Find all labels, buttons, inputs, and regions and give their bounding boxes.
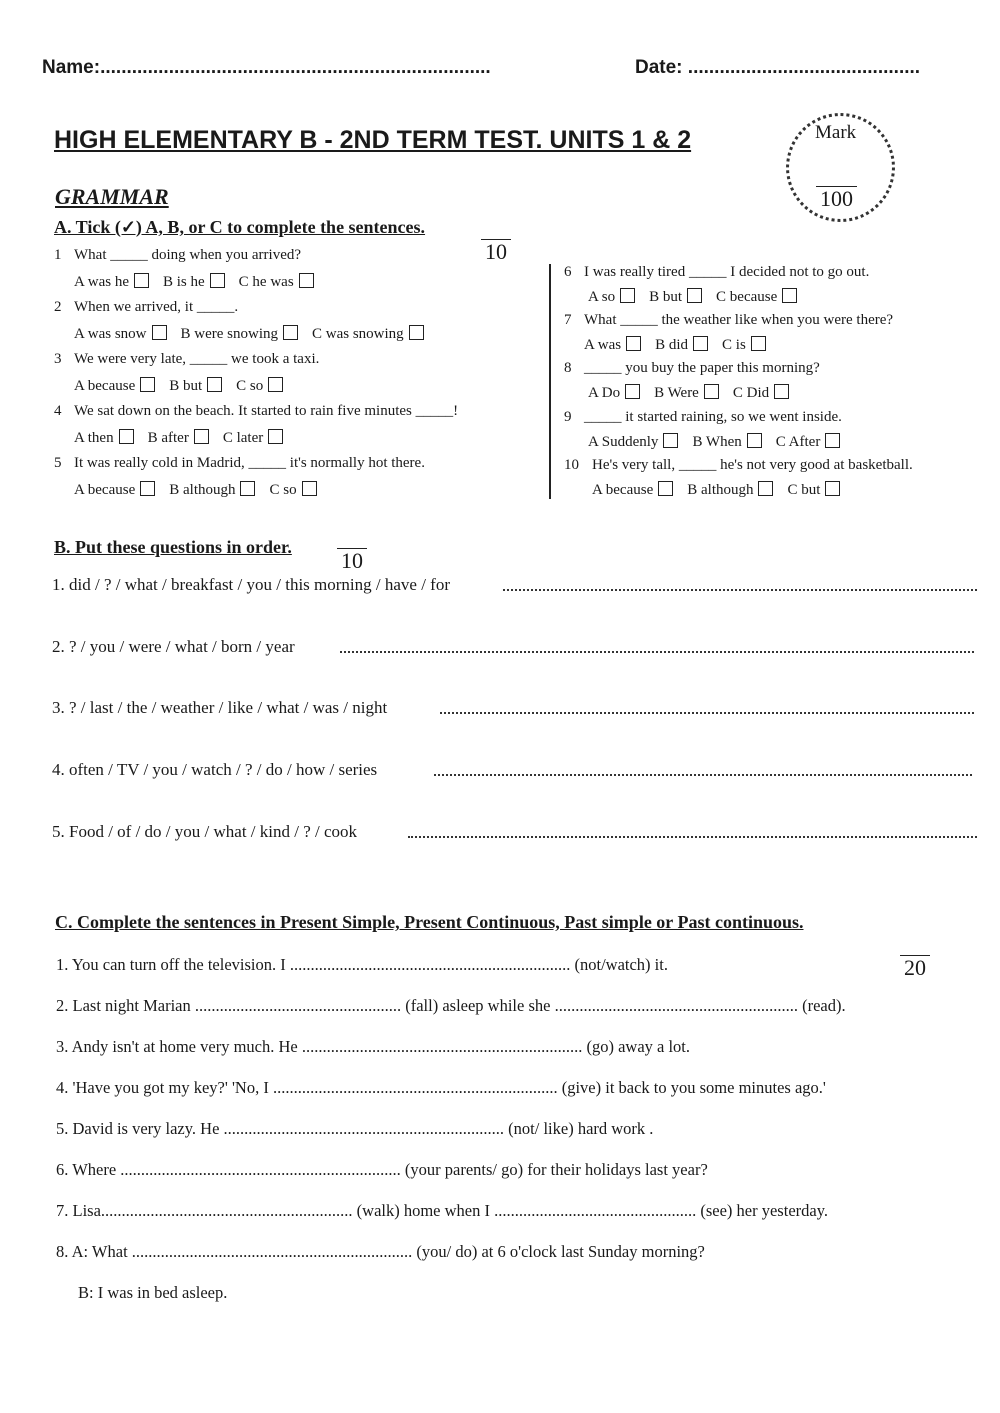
section-c-item-5: 5. David is very lazy. He .................................................................... (not/ like) hard work .: [56, 1119, 654, 1138]
question-1-options: A was he B is he C he was: [74, 273, 328, 291]
question-10-options: A because B although C but: [592, 481, 854, 499]
section-a-heading: A. Tick (✓) A, B, or C to complete the sentences.: [54, 217, 426, 237]
question-10: 10 He's very tall, _____ he's not very good at basketball.: [564, 457, 913, 473]
checkbox-10b[interactable]: [758, 481, 773, 496]
checkbox-9b[interactable]: [747, 433, 762, 448]
section-b-item-1: 1. did / ? / what / breakfast / you / this morning / have / for: [52, 575, 451, 594]
grammar-heading: GRAMMAR: [55, 184, 169, 209]
question-9: 9 _____ it started raining, so we went inside.: [564, 409, 842, 425]
section-c-item-6: 6. Where .................................................................... (your parents/ go) for their holidays last year?: [56, 1160, 708, 1179]
name-field-label: Name:..........................................................................: [42, 57, 491, 78]
checkbox-1b[interactable]: [210, 273, 225, 288]
checkbox-6b[interactable]: [687, 288, 702, 303]
checkbox-1a[interactable]: [134, 273, 149, 288]
checkbox-3c[interactable]: [268, 377, 283, 392]
question-4: 4 We sat down on the beach. It started to rain five minutes _____!: [54, 403, 459, 419]
checkbox-2a[interactable]: [152, 325, 167, 340]
question-2: 2 When we arrived, it _____.: [54, 299, 239, 315]
section-c-heading: C. Complete the sentences in Present Simple, Present Continuous, Past simple or Past continuous.: [55, 912, 804, 932]
section-c-item-8: 8. A: What .................................................................... (you/ do) at 6 o'clock last Sunday morning?: [56, 1242, 705, 1261]
checkbox-6a[interactable]: [620, 288, 635, 303]
checkbox-7b[interactable]: [693, 336, 708, 351]
question-8: 8 _____ you buy the paper this morning?: [564, 360, 820, 376]
date-field-label: Date: ............................................: [635, 57, 921, 78]
section-c-item-2: 2. Last night Marian .................................................. (fall) asleep while she ........................................................... (read).: [56, 996, 846, 1015]
checkbox-7c[interactable]: [751, 336, 766, 351]
section-a-score: 10: [481, 239, 511, 264]
checkbox-3a[interactable]: [140, 377, 155, 392]
section-c-score: 20: [900, 955, 930, 980]
checkbox-10c[interactable]: [825, 481, 840, 496]
question-3: 3 We were very late, _____ we took a taxi.: [54, 351, 320, 367]
checkbox-6c[interactable]: [782, 288, 797, 303]
section-c-item-3: 3. Andy isn't at home very much. He .................................................................... (go) away a lot.: [56, 1037, 691, 1056]
question-7: 7 What _____ the weather like when you were there?: [564, 312, 894, 328]
column-divider: [549, 264, 551, 499]
mark-label: Mark: [815, 122, 857, 143]
question-5: 5 It was really cold in Madrid, _____ it's normally hot there.: [54, 455, 425, 471]
mark-total: 100: [816, 186, 857, 211]
section-c-item-1: 1. You can turn off the television. I .................................................................... (not/watch) it.: [56, 955, 668, 974]
question-1: 1 What _____ doing when you arrived?: [54, 247, 302, 263]
question-8-options: A Do B Were C Did: [588, 384, 803, 402]
question-9-options: A Suddenly B When C After: [588, 433, 854, 451]
question-4-options: A then B after C later: [74, 429, 297, 447]
answer-line-b1[interactable]: [503, 589, 977, 591]
checkbox-4b[interactable]: [194, 429, 209, 444]
section-b-item-5: 5. Food / of / do / you / what / kind / ? / cook: [52, 822, 358, 841]
checkbox-5c[interactable]: [302, 481, 317, 496]
page-title: HIGH ELEMENTARY B - 2ND TERM TEST. UNITS 1 & 2: [54, 126, 692, 154]
checkbox-8c[interactable]: [774, 384, 789, 399]
question-6-options: A so B but C because: [588, 288, 811, 306]
checkbox-8a[interactable]: [625, 384, 640, 399]
checkbox-4c[interactable]: [268, 429, 283, 444]
checkbox-2c[interactable]: [409, 325, 424, 340]
section-b-item-4: 4. often / TV / you / watch / ? / do / how / series: [52, 760, 378, 779]
checkbox-2b[interactable]: [283, 325, 298, 340]
checkbox-7a[interactable]: [626, 336, 641, 351]
answer-line-b3[interactable]: [440, 712, 974, 714]
question-3-options: A because B but C so: [74, 377, 297, 395]
checkbox-8b[interactable]: [704, 384, 719, 399]
section-c-item-8-answer: B: I was in bed asleep.: [78, 1283, 228, 1302]
section-c-item-4: 4. 'Have you got my key?' 'No, I ..................................................................... (give) it back to you some minutes ago.': [56, 1078, 826, 1097]
checkbox-4a[interactable]: [119, 429, 134, 444]
question-7-options: A was B did C is: [584, 336, 780, 354]
checkbox-3b[interactable]: [207, 377, 222, 392]
answer-line-b2[interactable]: [340, 651, 974, 653]
section-b-item-2: 2. ? / you / were / what / born / year: [52, 637, 295, 656]
section-c-item-7: 7. Lisa............................................................. (walk) home when I ................................................. (see) her yesterday.: [56, 1201, 829, 1220]
section-b-item-3: 3. ? / last / the / weather / like / what / was / night: [52, 698, 388, 717]
checkbox-5b[interactable]: [240, 481, 255, 496]
answer-line-b4[interactable]: [434, 774, 972, 776]
question-5-options: A because B although C so: [74, 481, 331, 499]
checkbox-1c[interactable]: [299, 273, 314, 288]
question-2-options: A was snow B were snowing C was snowing: [74, 325, 438, 343]
section-b-score: 10: [337, 548, 367, 573]
section-b-heading: B. Put these questions in order.: [54, 537, 292, 557]
answer-line-b5[interactable]: [408, 836, 977, 838]
checkbox-9c[interactable]: [825, 433, 840, 448]
checkbox-9a[interactable]: [663, 433, 678, 448]
checkbox-10a[interactable]: [658, 481, 673, 496]
question-6: 6 I was really tired _____ I decided not to go out.: [564, 264, 870, 280]
checkbox-5a[interactable]: [140, 481, 155, 496]
